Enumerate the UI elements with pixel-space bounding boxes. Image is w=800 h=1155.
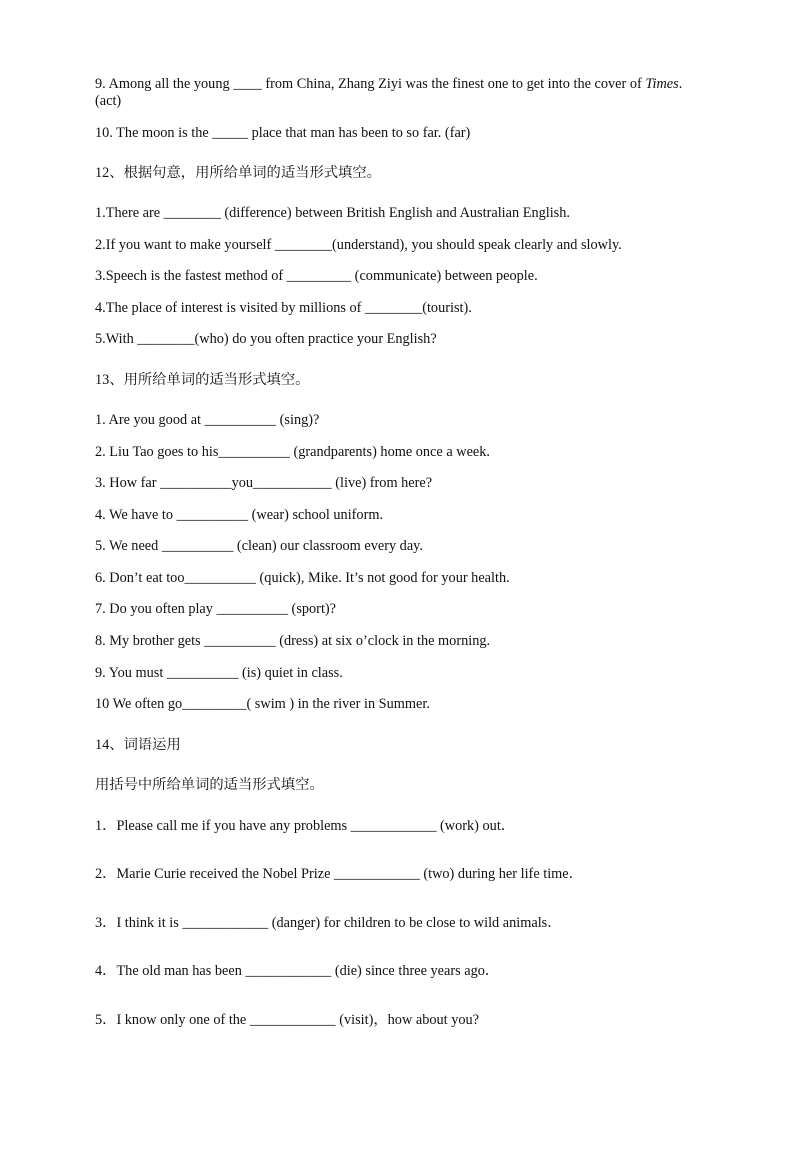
- list-item: 2．Marie Curie received the Nobel Prize ____________ (two) during her life time．: [95, 866, 583, 882]
- list-item: 3. How far __________you___________ (live) from here?: [95, 475, 433, 491]
- list-item: 1. Are you good at __________ (sing)?: [95, 412, 320, 428]
- list-item: 1.There are ________ (difference) between British English and Australian English.: [95, 205, 570, 221]
- list-item: 2. Liu Tao goes to his__________ (grandparents) home once a week.: [95, 444, 490, 460]
- question-10: 10. The moon is the _____ place that man has been to so far. (far): [95, 125, 471, 141]
- list-item: 3．I think it is ____________ (danger) for children to be close to wild animals．: [95, 915, 562, 931]
- list-item: 5．I know only one of the ____________ (visit)，how about you?: [95, 1012, 479, 1028]
- list-item: 10 We often go_________( swim ) in the river in Summer.: [95, 696, 430, 712]
- section-14-instruction: 用括号中所给单词的适当形式填空。: [95, 777, 324, 793]
- list-item: 1．Please call me if you have any problems ____________ (work) out．: [95, 818, 516, 834]
- question-text: .: [678, 76, 683, 92]
- section-12-heading: 12、根据句意，用所给单词的适当形式填空。: [95, 165, 381, 181]
- list-item: 5. We need __________ (clean) our classroom every day.: [95, 538, 423, 554]
- list-item: 5.With ________(who) do you often practice your English?: [95, 331, 437, 347]
- list-item: 4.The place of interest is visited by millions of ________(tourist).: [95, 300, 472, 316]
- section-13-heading: 13、用所给单词的适当形式填空。: [95, 372, 310, 388]
- list-item: 4．The old man has been ____________ (die) since three years ago．: [95, 963, 500, 979]
- question-9: [95, 76, 682, 93]
- list-item: 2.If you want to make yourself ________(understand), you should speak clearly and slowly.: [95, 237, 622, 253]
- question-text: 9. Among all the young ____ from China, Zhang Ziyi was the finest one to get into the cover of: [95, 76, 646, 92]
- list-item: 8. My brother gets __________ (dress) at six o’clock in the morning.: [95, 633, 491, 649]
- list-item: 3.Speech is the fastest method of _________ (communicate) between people.: [95, 268, 538, 284]
- list-item: 9. You must __________ (is) quiet in class.: [95, 665, 343, 681]
- italic-title: Times: [645, 76, 679, 92]
- list-item: 7. Do you often play __________ (sport)?: [95, 601, 337, 617]
- list-item: 6. Don’t eat too__________ (quick), Mike. It’s not good for your health.: [95, 570, 510, 586]
- list-item: 4. We have to __________ (wear) school uniform.: [95, 507, 384, 523]
- question-9-hint: (act): [95, 93, 122, 109]
- section-14-heading: 14、词语运用: [95, 737, 181, 753]
